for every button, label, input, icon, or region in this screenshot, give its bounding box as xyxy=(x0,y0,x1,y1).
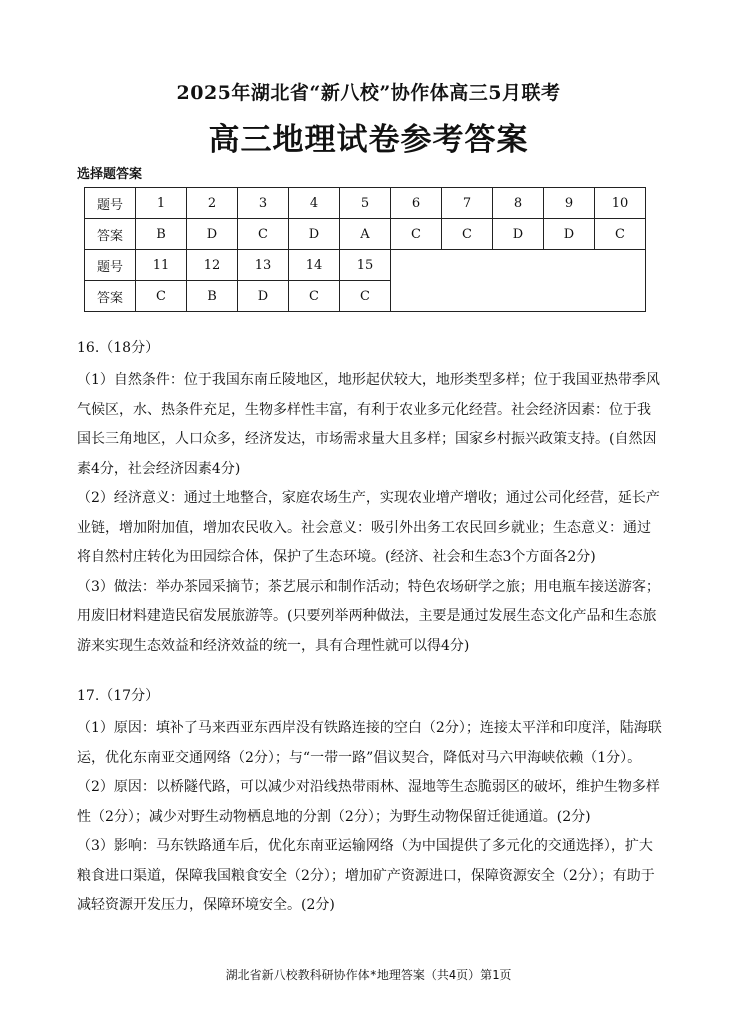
question-number: 1 xyxy=(136,188,187,219)
answer-cell: D xyxy=(187,219,238,250)
page-title: 高三地理试卷参考答案 xyxy=(208,122,529,158)
answer-cell: D xyxy=(289,219,340,250)
question-number: 6 xyxy=(391,188,442,219)
question-number: 14 xyxy=(289,250,340,281)
q17-part2: （2）原因：以桥隧代路，可以减少对沿线热带雨林、湿地等生态脆弱区的破坏，维护生物多样性（2分）；减少对野生动物栖息地的分割（2分）；为野生动物保留迁徙通道。(2分) xyxy=(77,779,660,825)
answer-cell: C xyxy=(136,281,187,312)
page-footer: 湖北省新八校教科研协作体*地理答案（共4页）第1页 xyxy=(225,968,512,982)
answer-cell: C xyxy=(391,219,442,250)
q16-part2: （2）经济意义：通过土地整合，家庭农场生产，实现农业增产增收；通过公司化经营，延长产业链，增加附加值，增加农民收入。社会意义：吸引外出务工农民回乡就业；生态意义：通过将自然村庄转化为田园综合体，保护了生态环境。(经济、社会和生态3个方面各2分) xyxy=(77,490,660,565)
question-number: 5 xyxy=(340,188,391,219)
row-label: 答案 xyxy=(85,281,136,312)
table-row xyxy=(85,188,646,219)
choice-section-label: 选择题答案 xyxy=(77,167,143,182)
answer-cell: D xyxy=(493,219,544,250)
question-number: 15 xyxy=(340,250,391,281)
question-number: 10 xyxy=(595,188,646,219)
answer-cell: D xyxy=(238,281,289,312)
answer-cell: C xyxy=(442,219,493,250)
q16-heading: 16.（18分） xyxy=(77,340,160,356)
question-number: 12 xyxy=(187,250,238,281)
q16-part3: （3）做法：举办茶园采摘节；茶艺展示和制作活动；特色农场研学之旅；用电瓶车接送游客；用废旧材料建造民宿发展旅游等。(只要列举两种做法，主要是通过发展生态文化产品和生态旅游来实现生态效益和经济效益的统一，具有合理性就可以得4分) xyxy=(77,578,660,654)
answer-cell: C xyxy=(340,281,391,312)
answer-cell: B xyxy=(136,219,187,250)
answer-cell: A xyxy=(340,219,391,250)
row-label: 题号 xyxy=(85,188,136,219)
q17-part3: （3）影响：马东铁路通车后，优化东南亚运输网络（为中国提供了多元化的交通选择），扩大粮食进口渠道，保障我国粮食安全（2分）；增加矿产资源进口，保障资源安全（2分）；有助于减轻资源开发压力，保障环境安全。(2分) xyxy=(77,838,655,913)
answer-cell: B xyxy=(187,281,238,312)
answer-cell: D xyxy=(544,219,595,250)
question-number: 9 xyxy=(544,188,595,219)
question-number: 4 xyxy=(289,188,340,219)
answer-cell: C xyxy=(289,281,340,312)
q17-heading: 17.（17分） xyxy=(77,688,160,704)
question-number: 2 xyxy=(187,188,238,219)
empty-cell xyxy=(391,250,646,312)
table-row xyxy=(85,219,646,250)
question-number: 7 xyxy=(442,188,493,219)
question-number: 8 xyxy=(493,188,544,219)
question-number: 13 xyxy=(238,250,289,281)
row-label: 答案 xyxy=(85,219,136,250)
exam-subtitle: 2025年湖北省“新八校”协作体高三5月联考 xyxy=(176,82,561,104)
q17-part1: （1）原因：填补了马来西亚东西岸没有铁路连接的空白（2分）；连接太平洋和印度洋，陆海联运，优化东南亚交通网络（2分）；与“一带一路”倡议契合，降低对马六甲海峡依赖（1分）。 xyxy=(77,720,662,766)
table-row xyxy=(85,250,646,281)
q17-answers xyxy=(77,714,662,921)
answer-table xyxy=(84,187,646,312)
row-label: 题号 xyxy=(85,250,136,281)
question-number: 3 xyxy=(238,188,289,219)
answer-cell: C xyxy=(238,219,289,250)
answer-cell: C xyxy=(595,219,646,250)
question-number: 11 xyxy=(136,250,187,281)
q16-answers xyxy=(77,366,662,661)
q16-part1: （1）自然条件：位于我国东南丘陵地区，地形起伏较大，地形类型多样；位于我国亚热带季风气候区，水、热条件充足，生物多样性丰富，有利于农业多元化经营。社会经济因素：位于我国长三角地区，人口众多，经济发达，市场需求量大且多样；国家乡村振兴政策支持。(自然因素4分，社会经济因素4分) xyxy=(77,372,660,477)
